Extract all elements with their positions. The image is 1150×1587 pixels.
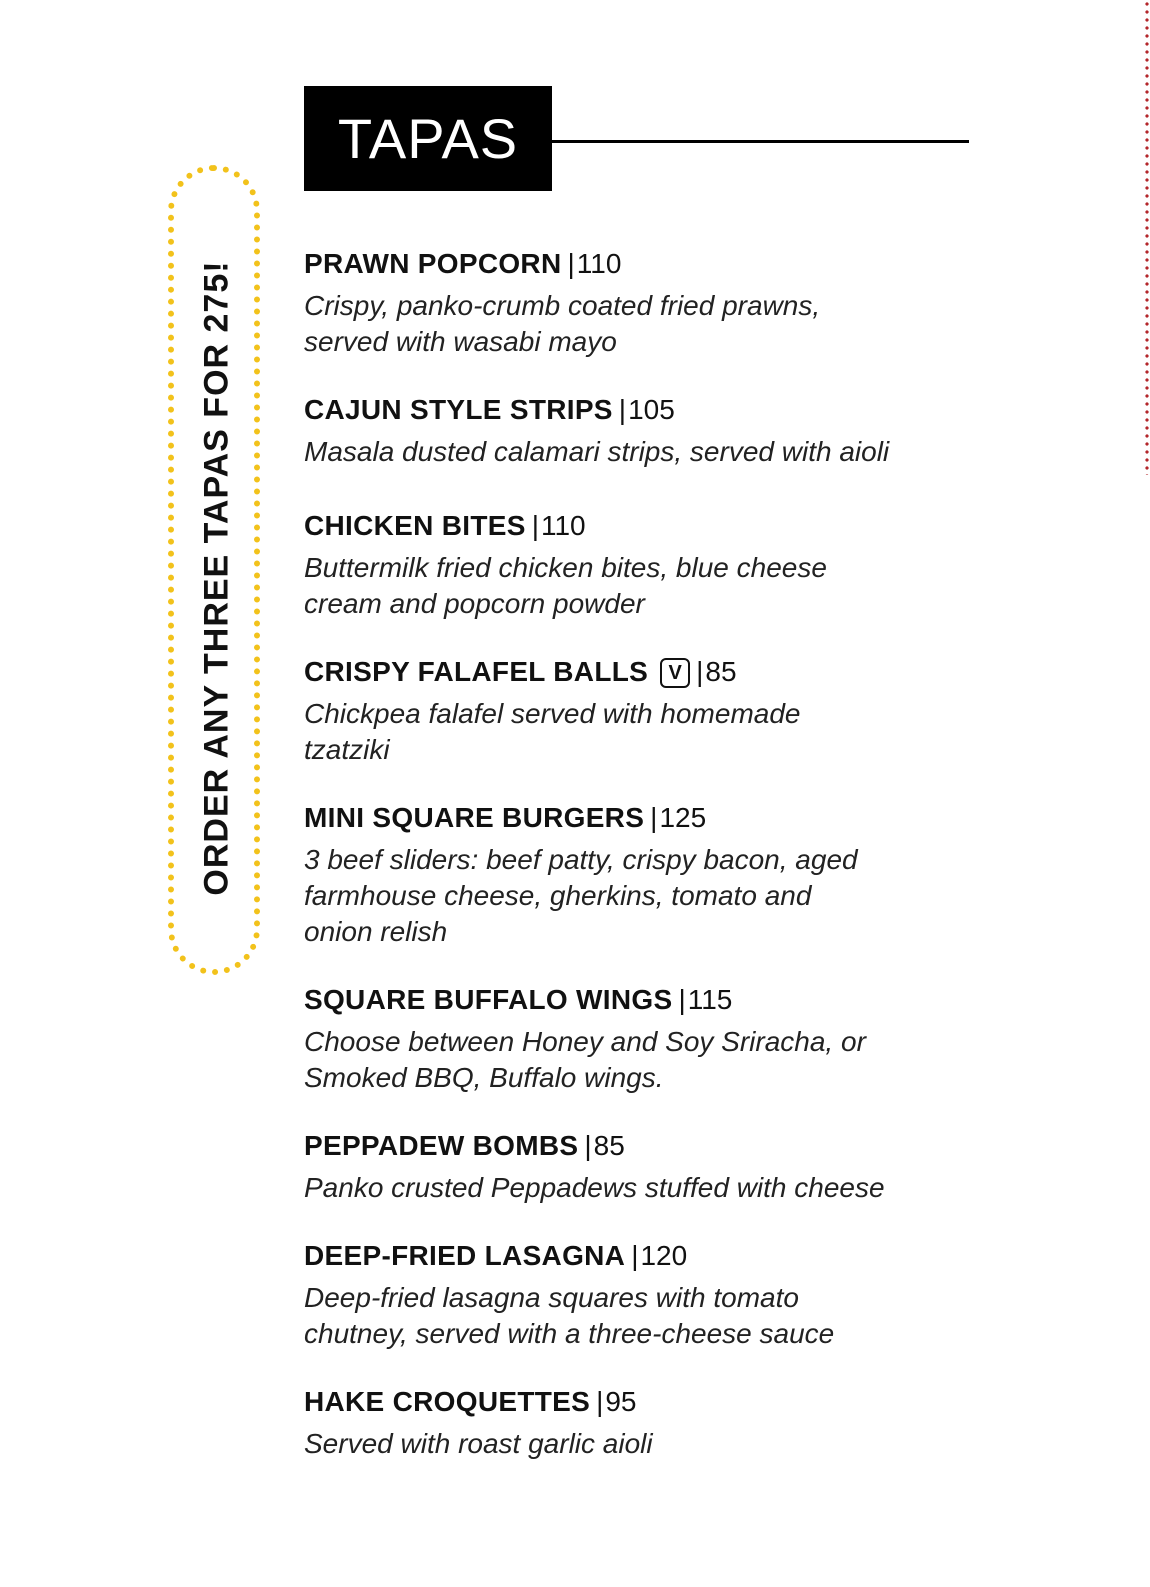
decorative-red-dotted-edge: [1144, 0, 1150, 475]
menu-item-header: [304, 1128, 1004, 1164]
menu-item-name: CRISPY FALAFEL BALLS: [304, 656, 649, 687]
menu-item-name: SQUARE BUFFALO WINGS: [304, 984, 673, 1015]
menu-item: [304, 1238, 1004, 1352]
desc-line: Chickpea falafel served with homemade: [304, 698, 801, 729]
menu-item-header: [304, 800, 1004, 836]
menu-item-price: 85: [705, 656, 737, 687]
title-rule: [552, 140, 969, 143]
menu-item: [304, 1384, 1004, 1462]
menu-item-header: [304, 982, 1004, 1018]
menu-item-price: 115: [687, 984, 733, 1015]
desc-line: Masala dusted calamari strips, served with aioli: [304, 436, 890, 467]
menu-item-price: 110: [576, 248, 622, 279]
desc-line: farmhouse cheese, gherkins, tomato and: [304, 880, 812, 911]
desc-line: tzatziki: [304, 734, 390, 765]
price-separator: |: [584, 1130, 592, 1161]
section-title-box: [304, 86, 552, 191]
menu-item-header: [304, 508, 1004, 544]
menu-item-description: [304, 288, 1004, 360]
menu-item-header: [304, 1238, 1004, 1274]
menu-item-name: PEPPADEW BOMBS: [304, 1130, 579, 1161]
desc-line: 3 beef sliders: beef patty, crispy bacon, aged: [304, 844, 858, 875]
vegetarian-badge-icon: V: [660, 658, 690, 688]
menu-item: [304, 1128, 1004, 1206]
menu-item-name: DEEP-FRIED LASAGNA: [304, 1240, 626, 1271]
menu-item-description: [304, 842, 1004, 950]
menu-item: [304, 800, 1004, 950]
menu-item-price: 110: [540, 510, 586, 541]
desc-line: chutney, served with a three-cheese sauce: [304, 1318, 835, 1349]
price-separator: |: [696, 656, 704, 687]
menu-item-description: [304, 434, 1004, 470]
menu-item-name: PRAWN POPCORN: [304, 248, 562, 279]
menu-item: [304, 392, 1004, 470]
price-separator: |: [631, 1240, 639, 1271]
menu-item-description: [304, 696, 1004, 768]
menu-item-price: 125: [659, 802, 707, 833]
menu-item: [304, 982, 1004, 1096]
desc-line: Panko crusted Peppadews stuffed with cheese: [304, 1172, 885, 1203]
price-separator: |: [567, 248, 575, 279]
menu-item: [304, 246, 1004, 360]
menu-item-header: [304, 654, 1004, 690]
price-separator: |: [596, 1386, 604, 1417]
desc-line: Choose between Honey and Soy Sriracha, or: [304, 1026, 866, 1057]
price-separator: |: [678, 984, 686, 1015]
menu-item-name: HAKE CROQUETTES: [304, 1386, 591, 1417]
menu-item-price: 105: [628, 394, 675, 425]
menu-item-description: [304, 1280, 1004, 1352]
promo-text: ORDER ANY THREE TAPAS FOR 275!: [197, 260, 236, 896]
price-separator: |: [618, 394, 627, 425]
desc-line: Deep-fried lasagna squares with tomato: [304, 1282, 799, 1313]
menu-item-description: [304, 1024, 1004, 1096]
menu-item-price: 85: [593, 1130, 625, 1161]
desc-line: Crispy, panko-crumb coated fried prawns,: [304, 290, 821, 321]
menu-item-name: CHICKEN BITES: [304, 510, 526, 541]
menu-item-description: [304, 1170, 1004, 1206]
menu-item-description: [304, 550, 1004, 622]
menu-item-price: 95: [605, 1386, 637, 1417]
desc-line: served with wasabi mayo: [304, 326, 617, 357]
section-title: TAPAS: [337, 107, 519, 170]
menu-item-header: [304, 1384, 1004, 1420]
menu-item-price: 120: [640, 1240, 688, 1271]
menu-item: [304, 654, 1004, 768]
menu-item-header: [304, 392, 1004, 428]
desc-line: Smoked BBQ, Buffalo wings.: [304, 1062, 664, 1093]
price-separator: |: [531, 510, 539, 541]
desc-line: Served with roast garlic aioli: [304, 1428, 653, 1459]
desc-line: onion relish: [304, 916, 448, 947]
menu-item-description: [304, 1426, 1004, 1462]
menu-item-name: CAJUN STYLE STRIPS: [304, 394, 613, 425]
menu-item-name: MINI SQUARE BURGERS: [304, 802, 645, 833]
price-separator: |: [650, 802, 658, 833]
menu-item: [304, 508, 1004, 622]
desc-line: Buttermilk fried chicken bites, blue cheese: [304, 552, 827, 583]
desc-line: cream and popcorn powder: [304, 588, 645, 619]
menu-item-header: [304, 246, 1004, 282]
